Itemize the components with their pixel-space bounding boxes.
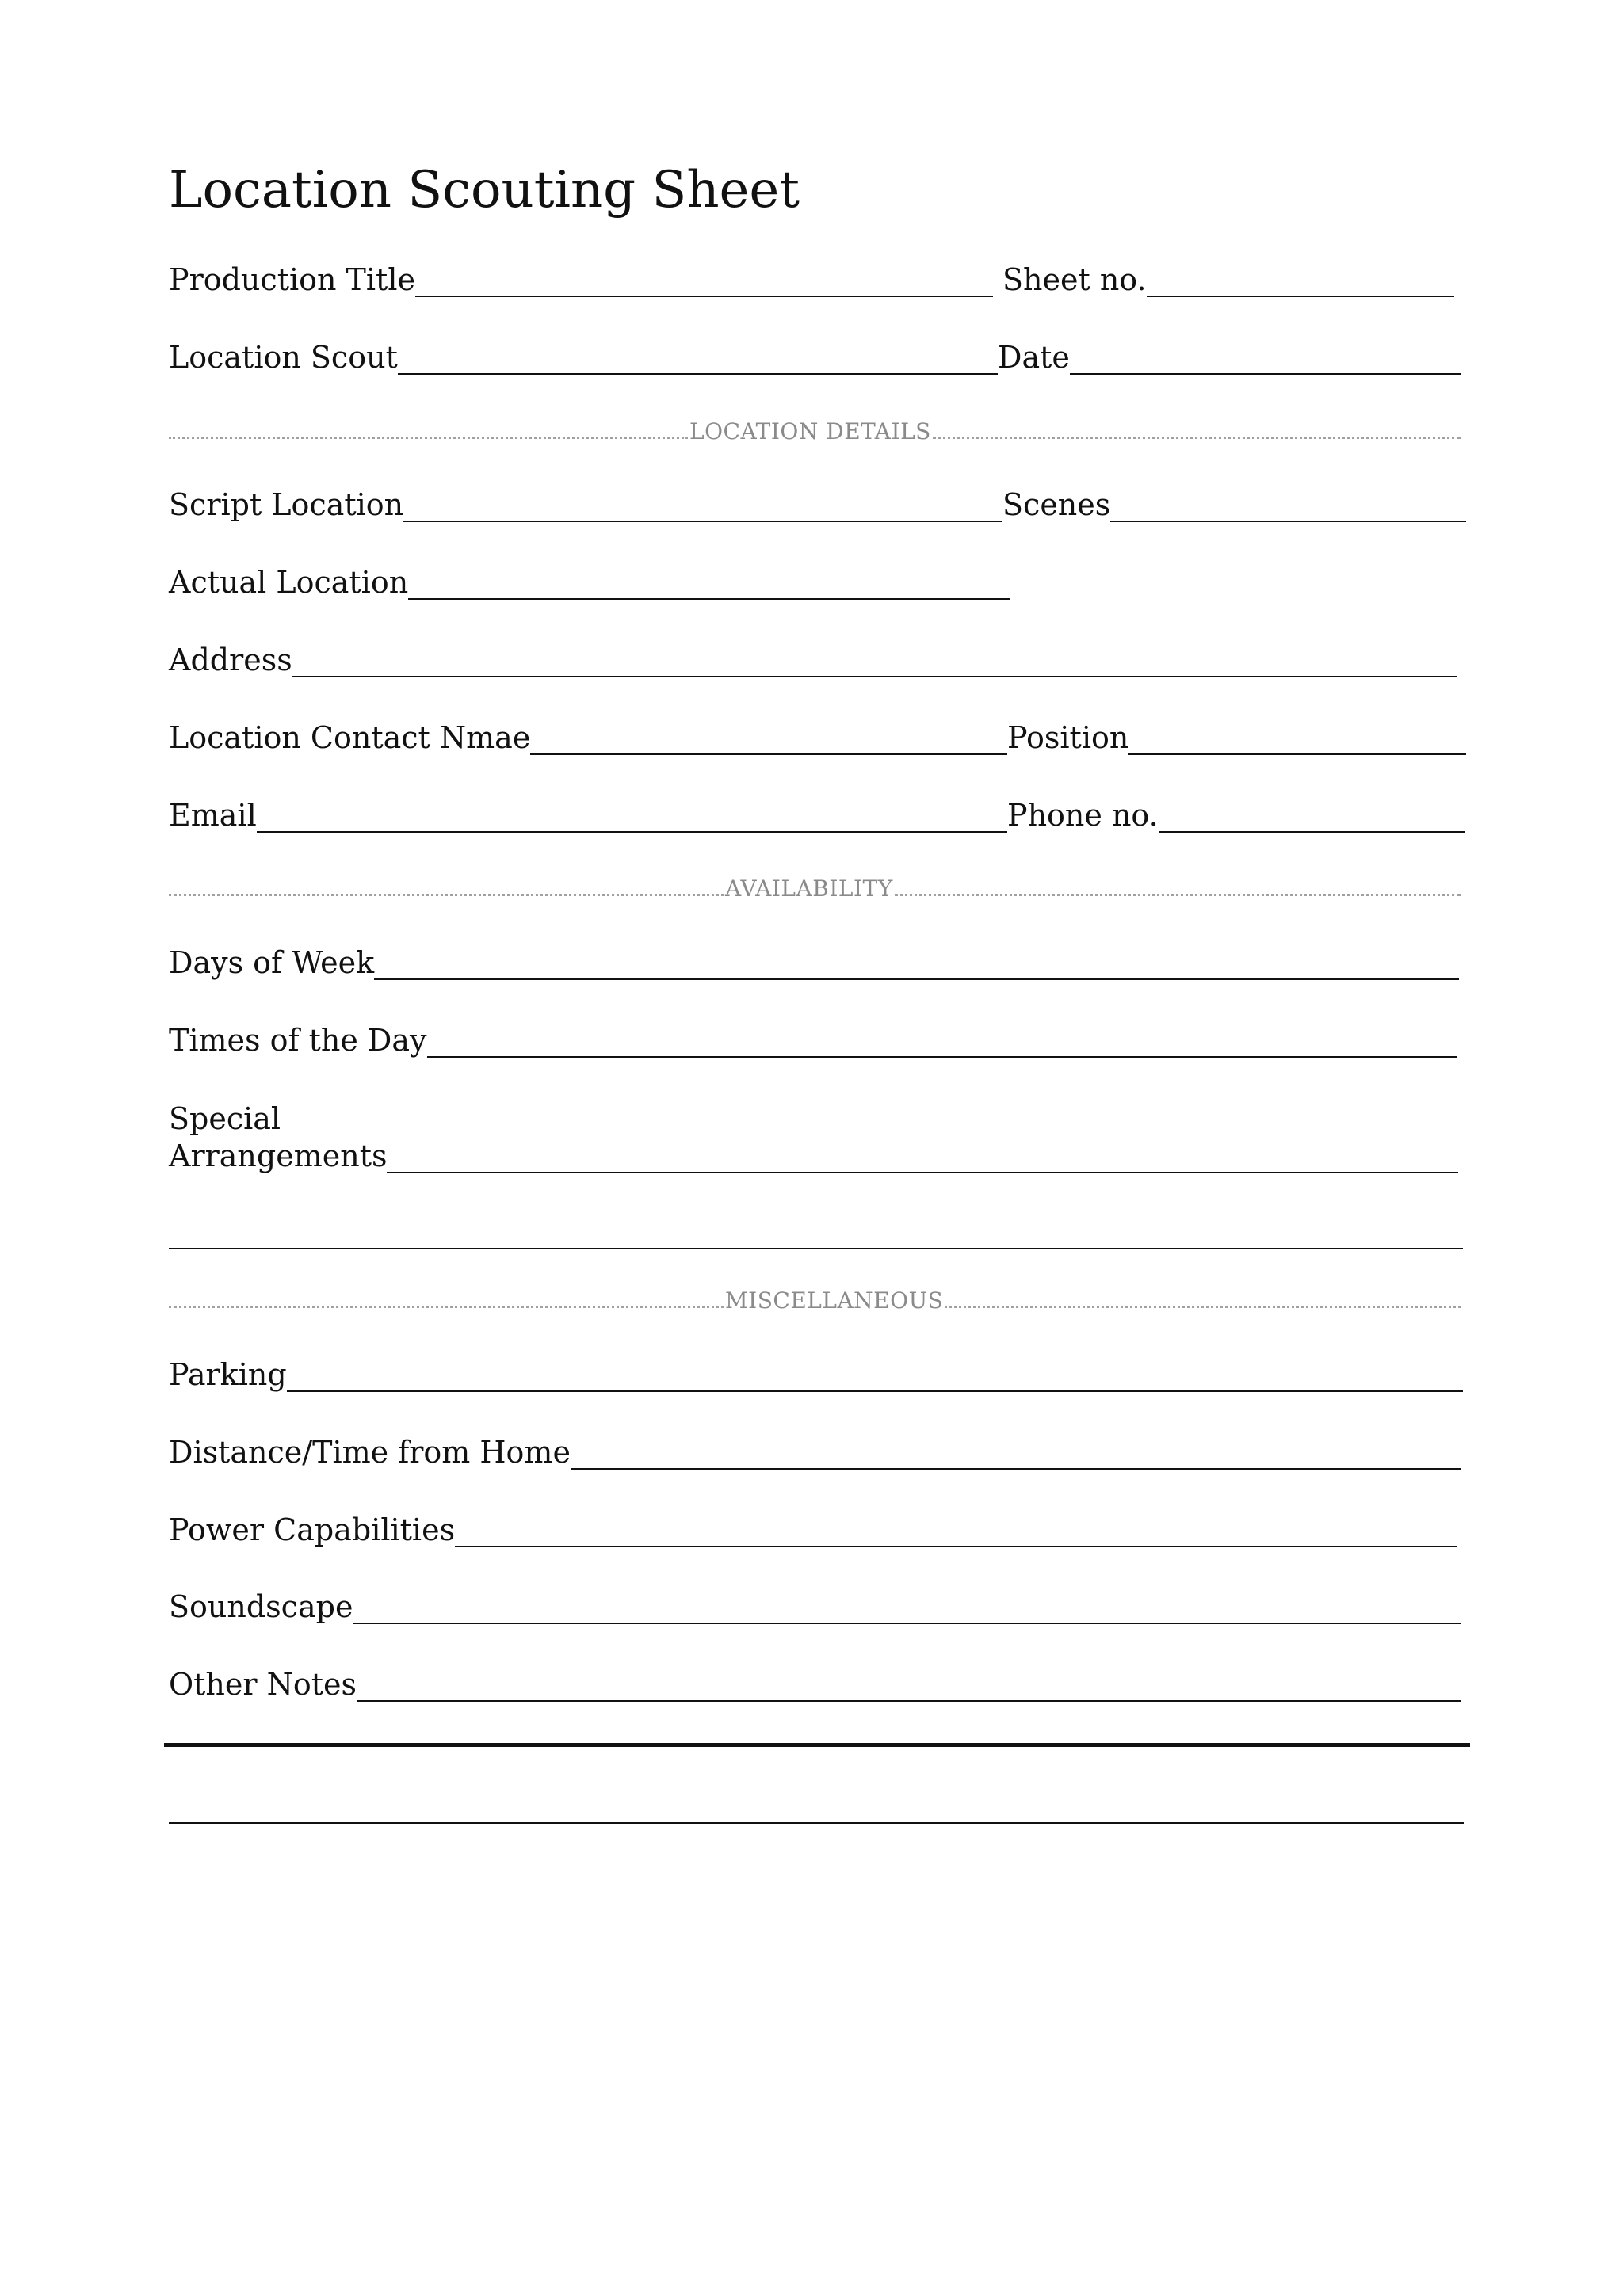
production-title-label: Production Title bbox=[169, 262, 415, 297]
position-row bbox=[1007, 711, 1466, 759]
contact-name-row bbox=[169, 711, 1007, 759]
section-label: LOCATION DETAILS bbox=[689, 418, 931, 444]
times-of-day-label: Times of the Day bbox=[169, 1023, 427, 1058]
location-scout-row bbox=[169, 331, 998, 379]
section-miscellaneous bbox=[169, 1287, 1461, 1314]
actual-location-field[interactable] bbox=[408, 597, 1010, 600]
sheet-no-row bbox=[1002, 254, 1454, 301]
script-location-field[interactable] bbox=[403, 519, 1002, 522]
position-field[interactable] bbox=[1128, 752, 1466, 755]
special-arrangements-label-line2: Arrangements bbox=[169, 1138, 388, 1173]
distance-time-label: Distance/Time from Home bbox=[169, 1435, 571, 1470]
special-arrangements-field[interactable] bbox=[387, 1170, 1458, 1173]
script-location-label: Script Location bbox=[169, 487, 404, 522]
address-row bbox=[169, 634, 1457, 681]
other-notes-extra-line[interactable] bbox=[169, 1822, 1464, 1824]
days-of-week-label: Days of Week bbox=[169, 945, 375, 980]
page-title: Location Scouting Sheet bbox=[169, 161, 800, 219]
section-location-details bbox=[169, 418, 1461, 445]
power-capabilities-label: Power Capabilities bbox=[169, 1512, 456, 1547]
scenes-label: Scenes bbox=[1002, 487, 1111, 522]
sheet-no-field[interactable] bbox=[1147, 294, 1454, 297]
address-field[interactable] bbox=[292, 674, 1457, 677]
position-label: Position bbox=[1007, 720, 1129, 755]
phone-field[interactable] bbox=[1159, 830, 1465, 833]
email-field[interactable] bbox=[257, 830, 1007, 833]
parking-row bbox=[169, 1348, 1463, 1396]
soundscape-row bbox=[169, 1581, 1461, 1628]
sheet-no-label: Sheet no. bbox=[1002, 262, 1147, 297]
address-label: Address bbox=[169, 643, 292, 677]
soundscape-label: Soundscape bbox=[169, 1589, 353, 1624]
actual-location-label: Actual Location bbox=[169, 565, 409, 600]
parking-label: Parking bbox=[169, 1357, 287, 1392]
other-notes-field[interactable] bbox=[357, 1699, 1461, 1702]
section-label: AVAILABILITY bbox=[725, 875, 893, 902]
section-label: MISCELLANEOUS bbox=[725, 1287, 944, 1314]
location-scout-field[interactable] bbox=[398, 372, 998, 375]
special-arrangements-extra-line[interactable] bbox=[169, 1248, 1463, 1249]
phone-label: Phone no. bbox=[1007, 798, 1159, 833]
phone-row bbox=[1007, 789, 1465, 837]
scenes-field[interactable] bbox=[1110, 519, 1466, 522]
section-availability bbox=[169, 875, 1461, 902]
email-row bbox=[169, 789, 1007, 837]
soundscape-field[interactable] bbox=[353, 1621, 1461, 1624]
parking-field[interactable] bbox=[287, 1389, 1463, 1392]
days-of-week-field[interactable] bbox=[374, 977, 1459, 980]
other-notes-row bbox=[169, 1658, 1461, 1706]
power-capabilities-row bbox=[169, 1504, 1457, 1551]
date-row bbox=[998, 331, 1461, 379]
days-of-week-row bbox=[169, 936, 1459, 984]
times-of-day-field[interactable] bbox=[427, 1055, 1457, 1058]
distance-time-row bbox=[169, 1426, 1461, 1474]
contact-name-field[interactable] bbox=[530, 752, 1007, 755]
date-label: Date bbox=[998, 340, 1070, 375]
special-arrangements-label-line1: Special bbox=[169, 1101, 281, 1136]
actual-location-row bbox=[169, 556, 1010, 604]
production-title-field[interactable] bbox=[415, 294, 993, 297]
other-notes-label: Other Notes bbox=[169, 1667, 357, 1702]
scenes-row bbox=[1002, 479, 1466, 526]
times-of-day-row bbox=[169, 1014, 1457, 1062]
script-location-row bbox=[169, 479, 1002, 526]
date-field[interactable] bbox=[1070, 372, 1461, 375]
contact-name-label: Location Contact Nmae bbox=[169, 720, 531, 755]
distance-time-field[interactable] bbox=[571, 1466, 1461, 1470]
special-arrangements-row bbox=[169, 1130, 1458, 1177]
email-label: Email bbox=[169, 798, 257, 833]
divider-thick bbox=[164, 1743, 1470, 1747]
production-title-row bbox=[169, 254, 993, 301]
power-capabilities-field[interactable] bbox=[455, 1544, 1457, 1547]
location-scout-label: Location Scout bbox=[169, 340, 398, 375]
form-page bbox=[169, 0, 1468, 2296]
